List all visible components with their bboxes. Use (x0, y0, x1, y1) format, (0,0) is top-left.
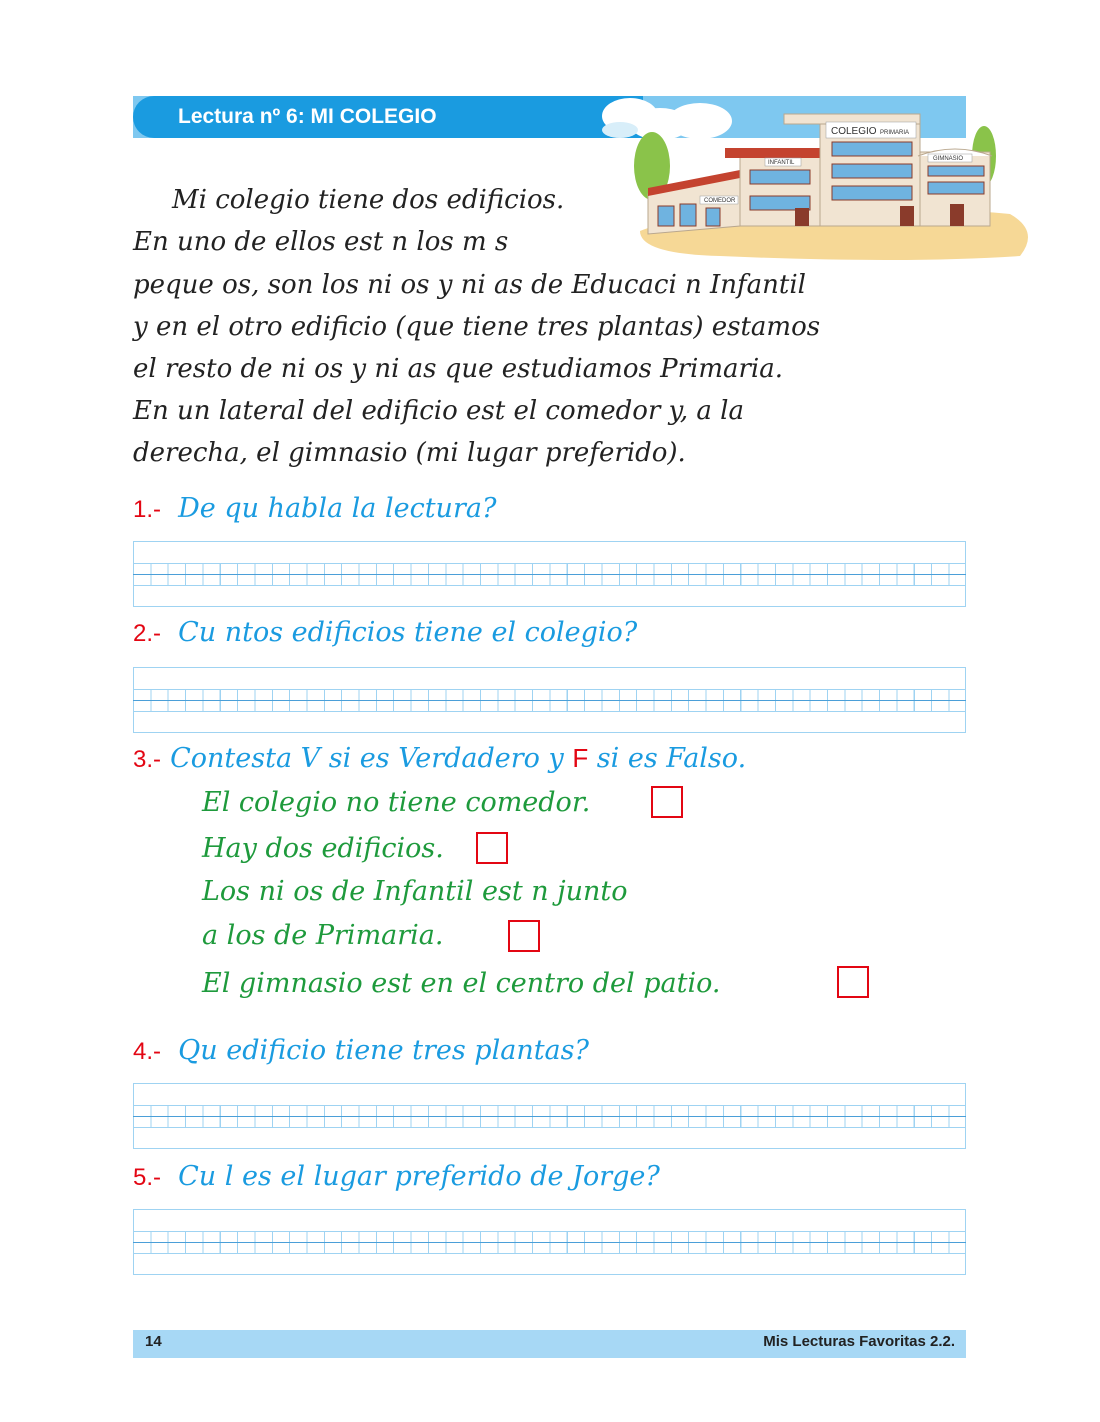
reading-line-3: peque os, son los ni os y ni as de Educaci n Infantil (133, 270, 806, 300)
statement-3-line-1: Los ni os de Infantil est n junto (202, 876, 628, 907)
question-number: 4.- (133, 1038, 162, 1065)
question-text: Cu l es el lugar preferido de Jorge? (178, 1161, 660, 1192)
sign-gimnasio: GIMNASIO (933, 156, 964, 162)
statement-2: Hay dos edificios. (202, 833, 444, 864)
answer-writing-lines-5[interactable] (133, 1209, 966, 1275)
sign-colegio: COLEGIO (831, 126, 877, 137)
reading-line-1: Mi colegio tiene dos edificios. (172, 185, 565, 215)
answer-writing-lines-1[interactable] (133, 541, 966, 607)
sign-comedor: COMEDOR (704, 198, 736, 204)
sign-primaria: PRIMARIA (880, 130, 910, 136)
reading-line-6: En un lateral del edificio est el comedor y, a la (133, 396, 744, 426)
question-1 (133, 493, 496, 524)
reading-line-7: derecha, el gimnasio (mi lugar preferido). (133, 438, 686, 468)
page-number: 14 (145, 1333, 162, 1350)
checkbox-statement-2[interactable] (476, 832, 508, 864)
question-text: Cu ntos edificios tiene el colegio? (178, 617, 638, 648)
question-text-a: Contesta V si es Verdadero y (170, 743, 573, 774)
answer-writing-lines-4[interactable] (133, 1083, 966, 1149)
question-text: Qu edificio tiene tres plantas? (178, 1035, 589, 1066)
question-4 (133, 1035, 589, 1066)
question-2 (133, 617, 637, 648)
answer-writing-lines-2[interactable] (133, 667, 966, 733)
reading-line-2: En uno de ellos est n los m s (133, 227, 509, 257)
question-text-b: si es Falso. (588, 743, 747, 774)
school-illustration (600, 96, 1030, 266)
question-number: 3.- (133, 746, 162, 773)
checkbox-statement-3[interactable] (508, 920, 540, 952)
reading-line-5: el resto de ni os y ni as que estudiamos Primaria. (133, 354, 783, 384)
question-3 (133, 743, 746, 774)
statement-4: El gimnasio est en el centro del patio. (202, 968, 721, 999)
false-letter: F (572, 743, 589, 773)
question-number: 5.- (133, 1164, 162, 1191)
question-number: 1.- (133, 496, 162, 523)
statement-1: El colegio no tiene comedor. (202, 787, 591, 818)
question-5 (133, 1161, 660, 1192)
question-text: De qu habla la lectura? (178, 493, 497, 524)
checkbox-statement-4[interactable] (837, 966, 869, 998)
checkbox-statement-1[interactable] (651, 786, 683, 818)
page-title: Lectura nº 6: MI COLEGIO (178, 105, 437, 128)
statement-3-line-2: a los de Primaria. (202, 920, 444, 951)
sign-infantil: INFANTIL (768, 160, 795, 166)
question-number: 2.- (133, 620, 162, 647)
book-title: Mis Lecturas Favoritas 2.2. (763, 1333, 955, 1350)
reading-line-4: y en el otro edificio (que tiene tres plantas) estamos (133, 312, 821, 342)
